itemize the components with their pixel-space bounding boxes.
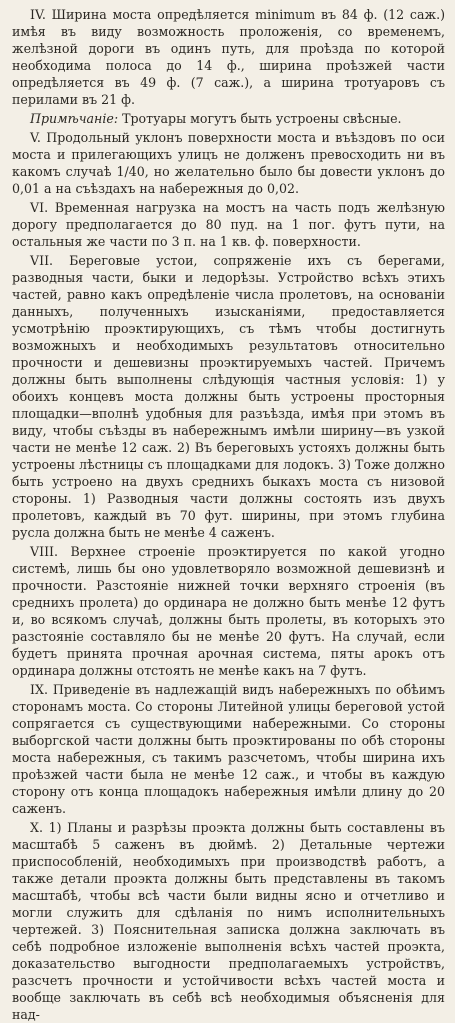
paragraph-number: X. bbox=[30, 820, 43, 835]
paragraph-ix bbox=[12, 681, 445, 817]
paragraph-number: IV. bbox=[30, 7, 46, 22]
paragraph-v bbox=[12, 129, 445, 197]
paragraph-number: VIII. bbox=[30, 544, 59, 559]
paragraph-text: Ширина моста опредѣляется minimum въ 84 ф. (12 саж.) имѣя въ виду возможность проложенія, со временемъ, желѣзной дороги въ одинъ путь, для проѣзда по которой необходима полоса до 14 ф., ширина проѣзжей части опредѣляется въ 49 ф. (7 саж.), а ширина тротуаровъ съ перилами въ 21 ф. bbox=[12, 7, 445, 107]
note-text: Тротуары могутъ быть устроены свѣсные. bbox=[122, 111, 402, 126]
paragraph-number: IX. bbox=[30, 682, 48, 697]
paragraph-iv bbox=[12, 6, 445, 108]
paragraph-number: V. bbox=[30, 130, 41, 145]
note-label: Примѣчаніе: bbox=[30, 111, 119, 126]
paragraph-x bbox=[12, 819, 445, 1023]
paragraph-text: Временная нагрузка на мостъ на часть подъ желѣзную дорогу предполагается до 80 пуд. на 1 пог. футъ пути, на остальныя же части по 3 п. на 1 кв. ф. поверхности. bbox=[12, 200, 445, 249]
note-paragraph bbox=[12, 110, 445, 127]
paragraph-number: VI. bbox=[30, 200, 49, 215]
paragraph-text: Приведеніе въ надлежащій видъ набережныхъ по обѣимъ сторонамъ моста. Со стороны Литейной улицы береговой устой сопрягается съ существующими набережными. Со стороны выборгской части должны быть проэктированы по обѣ стороны моста набережныя, съ такимъ разсчетомъ, чтобы ширина ихъ проѣзжей части была не менѣе 12 саж., и чтобы въ каждую сторону отъ конца площадокъ набережныя имѣли длину до 20 саженъ. bbox=[12, 682, 445, 816]
paragraph-text: 1) Планы и разрѣзы проэкта должны быть составлены въ масштабѣ 5 саженъ въ дюймѣ. 2) Детальные чертежи приспособленій, необходимыхъ при производствѣ работъ, а также детали проэкта должны быть представлены въ такомъ масштабѣ, чтобы всѣ части были видны ясно и отчетливо и могли служить для сдѣланія по нимъ исполнительныхъ чертежей. 3) Пояснительная записка должна заключать въ себѣ подробное изложеніе выполненія всѣхъ частей проэкта, доказательство выгодности предполагаемыхъ устройствъ, разсчетъ прочности и устойчивости всѣхъ частей моста и вообще заключать въ себѣ всѣ необходимыя объясненія для над- bbox=[12, 820, 445, 1022]
paragraph-text: Верхнее строеніе проэктируется по какой угодно системѣ, лишь бы оно удовлетворяло возможной дешевизнѣ и прочности. Разстояніе нижней точки верхняго строенія (въ среднихъ пролета) до ординара не должно быть менѣе 12 футъ и, во всякомъ случаѣ, должны быть пролеты, въ которыхъ это разстояніе составляло бы не менѣе 20 футъ. На случай, если будетъ принята прочная арочная система, пяты арокъ отъ ординара должны отстоять не менѣе какъ на 7 футъ. bbox=[12, 544, 445, 678]
paragraph-viii bbox=[12, 543, 445, 679]
paragraph-text: Береговые устои, сопряженіе ихъ съ берегами, разводныя части, быки и ледорѣзы. Устройство всѣхъ этихъ частей, равно какъ опредѣленіе числа пролетовъ, на основаніи данныхъ, полученныхъ изысканіями, предоставляется усмотрѣнію проэктирующихъ, съ тѣмъ чтобы достигнуть возможныхъ и необходимыхъ результатовъ относительно прочности и дешевизны проэктируемыхъ частей. Причемъ должны быть выполнены слѣдующія частныя условія: 1) у обоихъ концевъ моста должны быть устроены просторныя площадки—вполнѣ удобныя для разъѣзда, имѣя при этомъ въ виду, чтобы съѣзды въ набережнымъ имѣли ширину—въ узкой части не менѣе 12 саж. 2) Въ береговыхъ устояхъ должны быть устроены лѣстницы съ площадками для лодокъ. 3) Тоже должно быть устроено на двухъ среднихъ быкахъ моста съ низовой стороны. 1) Разводныя части должны состоять изъ двухъ пролетовъ, каждый въ 70 фут. ширины, при этомъ глубина русла должна быть не менѣе 4 саженъ. bbox=[12, 253, 445, 540]
paragraph-vi bbox=[12, 199, 445, 250]
paragraph-number: VII. bbox=[30, 253, 54, 268]
paragraph-vii bbox=[12, 252, 445, 541]
paragraph-text: Продольный уклонъ поверхности моста и въѣздовъ по оси моста и прилегающихъ улицъ не долженъ превосходить ни въ какомъ случаѣ 1/40, но желательно было бы довести уклонъ до 0,01 а на съѣздахъ на набережныя до 0,02. bbox=[12, 130, 445, 196]
